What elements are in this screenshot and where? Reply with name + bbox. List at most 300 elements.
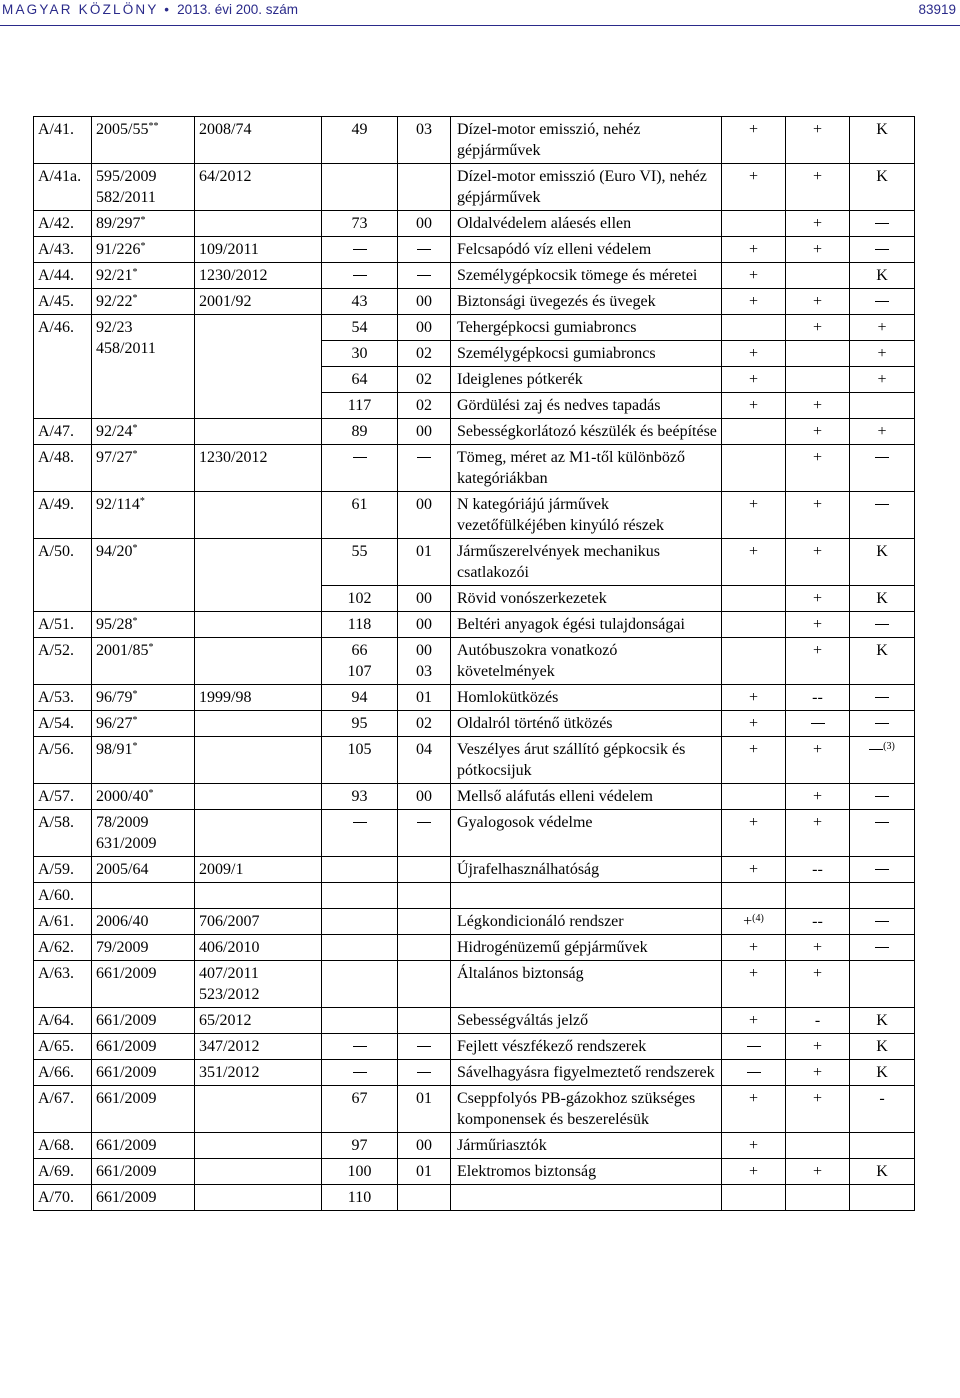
directive-cell-text: 582/2011 (96, 189, 156, 206)
o-category-cell-text: K (876, 590, 888, 607)
subject-cell-text: Oldalról történő ütközés (457, 715, 613, 732)
ece-series-cell-text: 01 (416, 1163, 432, 1180)
ece-series-cell (398, 685, 451, 711)
directive-cell-text: 661/2009 (96, 1189, 157, 1206)
n-category-cell-text: + (812, 965, 823, 982)
m-category-cell-text: + (748, 371, 759, 388)
dash-mark (875, 723, 889, 724)
item-cell (34, 711, 92, 737)
ece-series-cell (398, 393, 451, 419)
ece-series-cell (398, 784, 451, 810)
m-category-cell (722, 586, 786, 612)
m-category-cell (722, 315, 786, 341)
amendment-cell-text: 347/2012 (199, 1038, 260, 1055)
n-category-cell-text: + (812, 1038, 823, 1055)
directive-cell (92, 1159, 195, 1185)
item-cell (34, 784, 92, 810)
dash-mark (353, 822, 367, 823)
ece-series-cell-text: 00 (416, 642, 432, 659)
o-category-cell (850, 784, 915, 810)
ece-regulation-cell-text: 55 (351, 543, 368, 560)
directive-cell (92, 1008, 195, 1034)
o-category-cell (850, 315, 915, 341)
ece-regulation-cell-text: 64 (351, 371, 368, 388)
directive-cell (92, 935, 195, 961)
m-category-cell (722, 367, 786, 393)
item-cell (34, 961, 92, 1008)
item-cell-text: A/64. (38, 1012, 74, 1029)
table-row (34, 810, 915, 857)
n-category-cell-text: + (812, 168, 823, 185)
table-row (34, 1060, 915, 1086)
subject-cell (451, 711, 722, 737)
n-category-cell (786, 1086, 850, 1133)
directive-cell (92, 419, 195, 445)
ece-regulation-cell-text: 93 (351, 788, 368, 805)
ece-regulation-cell (322, 117, 398, 164)
m-category-cell (722, 263, 786, 289)
issue-number: 2013. évi 200. szám (177, 2, 298, 17)
table-row (34, 263, 915, 289)
m-category-cell-text: + (748, 939, 759, 956)
n-category-cell (786, 539, 850, 586)
item-cell-text: A/43. (38, 241, 74, 258)
n-category-cell-text: + (812, 616, 823, 633)
ece-regulation-cell-text: 66 (351, 642, 368, 659)
item-cell (34, 1185, 92, 1211)
directive-asterisk: * (132, 741, 138, 752)
directive-cell (92, 211, 195, 237)
subject-cell (451, 367, 722, 393)
subject-cell (451, 1060, 722, 1086)
dash-mark (875, 249, 889, 250)
ece-series-cell (398, 810, 451, 857)
amendment-cell (195, 737, 322, 784)
o-category-cell-text: + (877, 345, 887, 362)
m-category-cell (722, 237, 786, 263)
n-category-cell-text: -- (812, 861, 823, 878)
subject-cell-text: Személygépkocsik tömege és méretei (457, 267, 698, 284)
amendment-cell (195, 263, 322, 289)
directive-asterisk: * (132, 293, 138, 304)
n-category-cell-text: + (812, 1163, 823, 1180)
dash-mark (353, 249, 367, 250)
subject-cell-text: Sebességkorlátozó készülék és beépítése (457, 423, 717, 440)
directive-cell-text: 97/27 (96, 449, 133, 466)
o-category-cell (850, 341, 915, 367)
ece-regulation-cell-text: 105 (347, 741, 372, 758)
dash-mark (875, 223, 889, 224)
ece-series-cell (398, 492, 451, 539)
dash-mark (875, 624, 889, 625)
amendment-cell (195, 1034, 322, 1060)
ece-regulation-cell (322, 1034, 398, 1060)
ece-regulation-cell (322, 263, 398, 289)
ece-series-cell-text: 01 (416, 689, 432, 706)
subject-cell (451, 1185, 722, 1211)
subject-cell-text: Tehergépkocsi gumiabroncs (457, 319, 637, 336)
ece-regulation-cell (322, 289, 398, 315)
directive-cell-text: 89/297 (96, 215, 141, 232)
n-category-cell-text: + (812, 788, 823, 805)
amendment-cell-text: 109/2011 (199, 241, 259, 258)
directive-cell (92, 909, 195, 935)
m-category-cell (722, 1060, 786, 1086)
item-cell-text: A/60. (38, 887, 74, 904)
n-category-cell-text: + (812, 215, 823, 232)
n-category-cell-text: + (812, 293, 823, 310)
directive-cell-text: 661/2009 (96, 1137, 157, 1154)
n-category-cell-text: -- (812, 913, 823, 930)
ece-regulation-cell-text: 102 (347, 590, 372, 607)
table-row (34, 685, 915, 711)
item-cell-text: A/52. (38, 642, 74, 659)
m-category-cell (722, 857, 786, 883)
m-category-cell-text: + (748, 965, 759, 982)
table-row (34, 117, 915, 164)
ece-series-cell (398, 419, 451, 445)
o-category-cell (850, 857, 915, 883)
o-category-cell-text: - (879, 1090, 885, 1107)
ece-series-cell-text: 00 (416, 319, 432, 336)
ece-series-cell (398, 445, 451, 492)
m-category-cell (722, 445, 786, 492)
item-cell-text: A/44. (38, 267, 74, 284)
n-category-cell (786, 117, 850, 164)
directive-cell-text: 661/2009 (96, 1163, 157, 1180)
o-category-cell (850, 539, 915, 586)
o-category-cell (850, 164, 915, 211)
ece-regulation-cell (322, 539, 398, 586)
ece-series-cell (398, 586, 451, 612)
ece-regulation-cell (322, 1060, 398, 1086)
subject-cell (451, 393, 722, 419)
item-cell (34, 445, 92, 492)
amendment-cell-text: 406/2010 (199, 939, 260, 956)
ece-regulation-cell-text: 54 (351, 319, 368, 336)
o-category-cell (850, 1086, 915, 1133)
n-category-cell (786, 211, 850, 237)
item-cell-text: A/49. (38, 496, 74, 513)
ece-series-cell (398, 961, 451, 1008)
ece-series-cell (398, 211, 451, 237)
ece-series-cell-text: 00 (416, 423, 432, 440)
subject-cell-text: Sávelhagyásra figyelmeztető rendszerek (457, 1064, 715, 1081)
m-category-cell-text: + (748, 814, 759, 831)
dash-mark (875, 822, 889, 823)
subject-cell (451, 685, 722, 711)
n-category-cell-text: - (814, 1012, 821, 1029)
item-cell (34, 315, 92, 419)
o-category-cell (850, 367, 915, 393)
ece-regulation-cell (322, 935, 398, 961)
directive-cell-text: 96/79 (96, 689, 133, 706)
o-category-cell (850, 419, 915, 445)
o-category-cell (850, 586, 915, 612)
subject-cell-text: Rövid vonószerkezetek (457, 590, 607, 607)
directive-cell-text: 92/22 (96, 293, 133, 310)
ece-series-cell (398, 935, 451, 961)
m-category-cell (722, 289, 786, 315)
amendment-cell (195, 492, 322, 539)
ece-series-cell (398, 612, 451, 638)
directive-cell (92, 164, 195, 211)
directive-cell (92, 289, 195, 315)
subject-cell (451, 612, 722, 638)
subject-cell (451, 1086, 722, 1133)
dash-mark (747, 1072, 761, 1073)
m-category-cell (722, 935, 786, 961)
item-cell (34, 1133, 92, 1159)
item-cell (34, 685, 92, 711)
directive-cell (92, 117, 195, 164)
item-cell (34, 857, 92, 883)
subject-cell-text: Mellső aláfutás elleni védelem (457, 788, 653, 805)
subject-cell-text: Felcsapódó víz elleni védelem (457, 241, 652, 258)
amendment-cell (195, 289, 322, 315)
ece-series-cell-text: 00 (416, 215, 432, 232)
n-category-cell-text: + (812, 121, 823, 138)
m-category-cell-text: + (748, 543, 759, 560)
ece-regulation-cell (322, 1133, 398, 1159)
ece-series-cell (398, 638, 451, 685)
n-category-cell (786, 685, 850, 711)
o-category-cell (850, 1060, 915, 1086)
amendment-cell (195, 1159, 322, 1185)
directive-cell (92, 539, 195, 612)
directive-cell (92, 784, 195, 810)
dash-mark (875, 947, 889, 948)
dash-mark (353, 457, 367, 458)
ece-regulation-cell-text: 95 (351, 715, 368, 732)
m-category-cell-text: + (748, 241, 759, 258)
n-category-cell (786, 1133, 850, 1159)
subject-cell (451, 961, 722, 1008)
amendment-cell (195, 810, 322, 857)
dash-mark (417, 275, 431, 276)
n-category-cell (786, 810, 850, 857)
ece-regulation-cell (322, 1185, 398, 1211)
ece-series-cell (398, 315, 451, 341)
ece-regulation-cell-text: 49 (351, 121, 368, 138)
ece-regulation-cell-text: 43 (351, 293, 368, 310)
subject-cell (451, 315, 722, 341)
m-category-cell-text: + (748, 345, 759, 362)
ece-regulation-cell-text: 73 (351, 215, 368, 232)
table-row (34, 315, 915, 341)
table-row (34, 539, 915, 586)
page-number: 83919 (918, 2, 956, 17)
m-category-cell-text: + (748, 496, 759, 513)
dash-mark (875, 921, 889, 922)
directive-cell (92, 711, 195, 737)
m-category-cell (722, 685, 786, 711)
dash-mark (353, 1072, 367, 1073)
item-cell-text: A/42. (38, 215, 74, 232)
m-category-cell (722, 638, 786, 685)
directive-cell-text: 2005/64 (96, 861, 149, 878)
directive-cell-text: 79/2009 (96, 939, 149, 956)
dash-mark (353, 1046, 367, 1047)
directive-cell (92, 1034, 195, 1060)
amendment-cell-text: 2008/74 (199, 121, 252, 138)
table-row (34, 289, 915, 315)
regulation-table (33, 116, 915, 1211)
item-cell-text: A/63. (38, 965, 74, 982)
ece-series-cell-text: 03 (416, 121, 432, 138)
subject-cell (451, 935, 722, 961)
o-category-cell (850, 237, 915, 263)
m-category-cell (722, 1185, 786, 1211)
ece-series-cell-text: 04 (416, 741, 432, 758)
amendment-cell-text: 64/2012 (199, 168, 252, 185)
dash-mark (875, 796, 889, 797)
item-cell-text: A/67. (38, 1090, 74, 1107)
subject-cell (451, 586, 722, 612)
dash-mark (875, 301, 889, 302)
item-cell-text: A/70. (38, 1189, 74, 1206)
n-category-cell (786, 164, 850, 211)
n-category-cell-text: + (812, 449, 823, 466)
o-category-cell-text: K (876, 1163, 888, 1180)
ece-regulation-cell-text: 110 (347, 1189, 372, 1206)
directive-asterisk: * (132, 449, 138, 460)
directive-cell (92, 1060, 195, 1086)
subject-cell (451, 784, 722, 810)
n-category-cell (786, 961, 850, 1008)
item-cell (34, 164, 92, 211)
running-title (2, 2, 298, 17)
subject-cell (451, 539, 722, 586)
ece-regulation-cell (322, 237, 398, 263)
amendment-cell (195, 638, 322, 685)
n-category-cell-text: + (812, 543, 823, 560)
o-category-cell (850, 211, 915, 237)
n-category-cell-text: -- (812, 689, 823, 706)
m-category-cell (722, 784, 786, 810)
n-category-cell (786, 1008, 850, 1034)
o-category-cell (850, 1185, 915, 1211)
o-category-cell-text: K (876, 1038, 888, 1055)
subject-cell-text: Elektromos biztonság (457, 1163, 597, 1180)
table-row (34, 1133, 915, 1159)
directive-cell (92, 685, 195, 711)
subject-cell (451, 289, 722, 315)
directive-asterisk: * (139, 496, 145, 507)
subject-cell (451, 263, 722, 289)
m-category-cell (722, 393, 786, 419)
m-category-cell (722, 419, 786, 445)
item-cell (34, 638, 92, 685)
directive-cell-text: 92/21 (96, 267, 133, 284)
table-row (34, 445, 915, 492)
ece-regulation-cell (322, 909, 398, 935)
o-category-cell (850, 685, 915, 711)
subject-cell-text: Járműszerelvények mechanikus csatlakozói (457, 543, 661, 581)
dash-mark (417, 822, 431, 823)
item-cell-text: A/68. (38, 1137, 74, 1154)
page-header (0, 2, 960, 22)
dash-mark (875, 869, 889, 870)
o-category-cell (850, 935, 915, 961)
n-category-cell (786, 1034, 850, 1060)
n-category-cell (786, 492, 850, 539)
item-cell-text: A/41. (38, 121, 74, 138)
amendment-cell-text: 1230/2012 (199, 449, 268, 466)
ece-regulation-cell-text: 94 (351, 689, 368, 706)
ece-regulation-cell-text: 30 (351, 345, 368, 362)
amendment-cell (195, 961, 322, 1008)
item-cell-text: A/41a. (38, 168, 82, 185)
directive-cell-text: 96/27 (96, 715, 133, 732)
item-cell (34, 1060, 92, 1086)
ece-series-cell (398, 711, 451, 737)
amendment-cell (195, 1008, 322, 1034)
ece-regulation-cell (322, 367, 398, 393)
ece-series-cell-text: 00 (416, 293, 432, 310)
o-category-cell (850, 1159, 915, 1185)
o-category-cell-text: + (877, 371, 887, 388)
n-category-cell (786, 263, 850, 289)
subject-cell-text: Dízel-motor emisszió (Euro VI), nehéz gépjárművek (457, 168, 707, 206)
item-cell (34, 1034, 92, 1060)
directive-asterisk: * (132, 543, 138, 554)
directive-asterisk: * (132, 267, 138, 278)
directive-cell-text: 661/2009 (96, 1090, 157, 1107)
amendment-cell-text: 65/2012 (199, 1012, 252, 1029)
directive-cell (92, 1133, 195, 1159)
ece-series-cell (398, 737, 451, 784)
item-cell-text: A/50. (38, 543, 74, 560)
ece-series-cell-text: 02 (416, 715, 432, 732)
subject-cell-text: Beltéri anyagok égési tulajdonságai (457, 616, 685, 633)
directive-cell-text: 661/2009 (96, 1038, 157, 1055)
o-category-cell (850, 1133, 915, 1159)
ece-series-cell-text: 00 (416, 496, 432, 513)
item-cell-text: A/51. (38, 616, 74, 633)
n-category-cell-text: + (812, 590, 823, 607)
subject-cell-text: Járműriasztók (457, 1137, 547, 1154)
directive-cell (92, 961, 195, 1008)
n-category-cell-text: + (812, 496, 823, 513)
table-row (34, 961, 915, 1008)
m-category-cell-text: + (748, 397, 759, 414)
subject-cell-text: Biztonsági üvegezés és üvegek (457, 293, 656, 310)
table-row (34, 909, 915, 935)
m-category-cell-text: + (748, 1137, 759, 1154)
item-cell (34, 1086, 92, 1133)
m-category-cell (722, 1034, 786, 1060)
ece-series-cell (398, 1034, 451, 1060)
item-cell (34, 810, 92, 857)
n-category-cell (786, 612, 850, 638)
amendment-cell (195, 211, 322, 237)
ece-series-cell (398, 341, 451, 367)
n-category-cell-text: + (812, 1090, 823, 1107)
ece-series-cell (398, 1060, 451, 1086)
m-category-cell (722, 539, 786, 586)
m-category-cell-text: + (748, 861, 759, 878)
item-cell (34, 289, 92, 315)
directive-cell-text: 2005/55 (96, 121, 149, 138)
item-cell (34, 612, 92, 638)
footnote-4: (4) (752, 913, 764, 924)
o-category-cell (850, 810, 915, 857)
subject-cell-text: Gyalogosok védelme (457, 814, 593, 831)
n-category-cell (786, 315, 850, 341)
amendment-cell-text: 1999/98 (199, 689, 252, 706)
ece-series-cell (398, 263, 451, 289)
